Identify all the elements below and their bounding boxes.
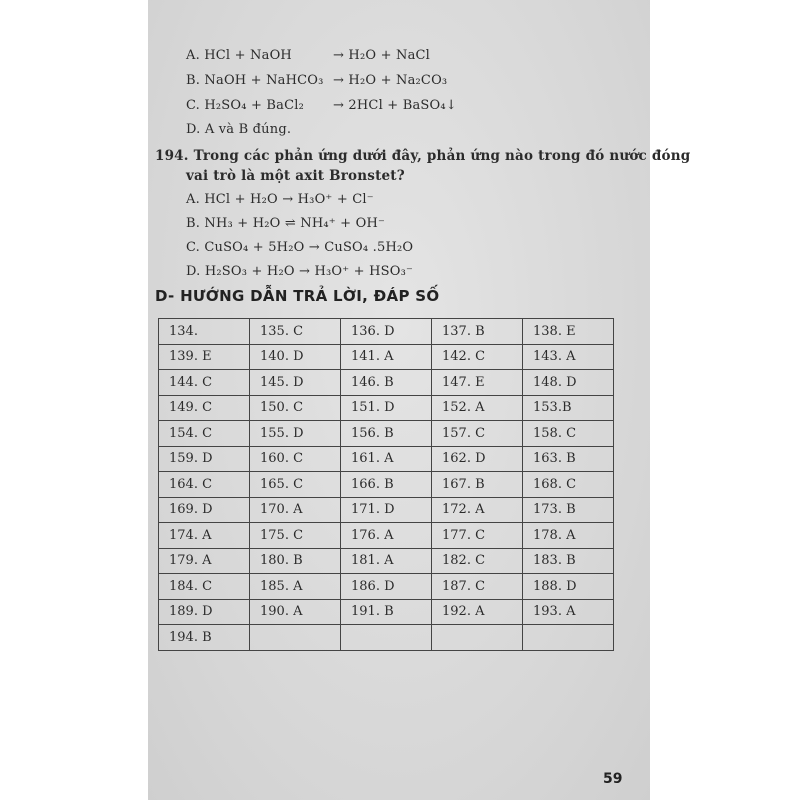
answer-cell: 191. B: [341, 599, 432, 625]
answer-cell: 143. A: [523, 344, 614, 370]
q193-c-right: → 2HCl + BaSO₄↓: [333, 98, 457, 113]
answer-cell: 190. A: [250, 599, 341, 625]
table-row: [159, 344, 614, 370]
answer-cell: 154. C: [159, 421, 250, 447]
answer-cell: 171. D: [341, 497, 432, 523]
q193-b-left: B. NaOH + NaHCO₃: [186, 73, 324, 88]
q193-a-left: A. HCl + NaOH: [186, 48, 292, 63]
answer-cell: 194. B: [159, 625, 250, 651]
table-row: [159, 446, 614, 472]
answer-cell: [523, 625, 614, 651]
q193-b-right: → H₂O + Na₂CO₃: [333, 73, 448, 88]
table-row: [159, 319, 614, 345]
answer-cell: 148. D: [523, 370, 614, 396]
answer-cell: 159. D: [159, 446, 250, 472]
table-row: [159, 421, 614, 447]
answer-cell: 182. C: [432, 548, 523, 574]
q194-option-d: D. H₂SO₃ + H₂O → H₃O⁺ + HSO₃⁻: [186, 264, 414, 279]
q194-option-c: C. CuSO₄ + 5H₂O → CuSO₄ .5H₂O: [186, 240, 414, 255]
page-number: 59: [603, 771, 623, 787]
answer-cell: 152. A: [432, 395, 523, 421]
answer-cell: 158. C: [523, 421, 614, 447]
answer-cell: 164. C: [159, 472, 250, 498]
section-heading: D- HƯỚNG DẪN TRẢ LỜI, ĐÁP SỐ: [155, 287, 440, 305]
q193-option-b-products: [333, 73, 447, 88]
answer-cell: 175. C: [250, 523, 341, 549]
answer-cell: 146. B: [341, 370, 432, 396]
answer-cell: 150. C: [250, 395, 341, 421]
answer-cell: 183. B: [523, 548, 614, 574]
q193-c-left: C. H₂SO₄ + BaCl₂: [186, 98, 305, 113]
answer-cell: 153.B: [523, 395, 614, 421]
answer-cell: 174. A: [159, 523, 250, 549]
answer-cell: 172. A: [432, 497, 523, 523]
answer-cell: 165. C: [250, 472, 341, 498]
table-row: [159, 523, 614, 549]
answer-cell: [432, 625, 523, 651]
answer-cell: 192. A: [432, 599, 523, 625]
answer-cell: 181. A: [341, 548, 432, 574]
answer-cell: 139. E: [159, 344, 250, 370]
answer-cell: 144. C: [159, 370, 250, 396]
answer-cell: 163. B: [523, 446, 614, 472]
answer-cell: 170. A: [250, 497, 341, 523]
answer-cell: 189. D: [159, 599, 250, 625]
answer-cell: 185. A: [250, 574, 341, 600]
answer-cell: 168. C: [523, 472, 614, 498]
table-row: [159, 574, 614, 600]
q194-stem-line2: vai trò là một axit Bronstet?: [186, 168, 405, 184]
answer-cell: 188. D: [523, 574, 614, 600]
q193-a-right: → H₂O + NaCl: [333, 48, 431, 63]
answer-cell: 142. C: [432, 344, 523, 370]
table-row: [159, 625, 614, 651]
answer-cell: 160. C: [250, 446, 341, 472]
answer-cell: 155. D: [250, 421, 341, 447]
answer-cell: 161. A: [341, 446, 432, 472]
answer-cell: 134.: [159, 319, 250, 345]
table-row: [159, 599, 614, 625]
answer-cell: 156. B: [341, 421, 432, 447]
answer-cell: 193. A: [523, 599, 614, 625]
answer-cell: 138. E: [523, 319, 614, 345]
answer-cell: 162. D: [432, 446, 523, 472]
answer-cell: 147. E: [432, 370, 523, 396]
answer-cell: 136. D: [341, 319, 432, 345]
q193-option-d: D. A và B đúng.: [186, 122, 292, 137]
answer-cell: 173. B: [523, 497, 614, 523]
answer-cell: 149. C: [159, 395, 250, 421]
answer-cell: 187. C: [432, 574, 523, 600]
table-row: [159, 472, 614, 498]
answer-cell: 178. A: [523, 523, 614, 549]
q193-option-a-products: [333, 48, 430, 63]
answer-cell: 140. D: [250, 344, 341, 370]
q194-option-b: B. NH₃ + H₂O ⇌ NH₄⁺ + OH⁻: [186, 216, 386, 231]
answer-cell: [250, 625, 341, 651]
q193-option-a: [186, 48, 292, 63]
table-row: [159, 395, 614, 421]
answer-cell: [341, 625, 432, 651]
answer-cell: 166. B: [341, 472, 432, 498]
answer-cell: 169. D: [159, 497, 250, 523]
answer-cell: 137. B: [432, 319, 523, 345]
answer-cell: 184. C: [159, 574, 250, 600]
q193-option-c-products: [333, 98, 457, 113]
table-row: [159, 370, 614, 396]
answer-cell: 167. B: [432, 472, 523, 498]
answer-cell: 135. C: [250, 319, 341, 345]
table-row: [159, 548, 614, 574]
answer-cell: 141. A: [341, 344, 432, 370]
table-row: [159, 497, 614, 523]
answer-cell: 145. D: [250, 370, 341, 396]
q193-option-c: [186, 98, 304, 113]
answer-cell: 177. C: [432, 523, 523, 549]
q193-option-b: [186, 73, 324, 88]
answer-cell: 157. C: [432, 421, 523, 447]
q194-stem-line1: 194. Trong các phản ứng dưới đây, phản ứng nào trong đó nước đóng: [155, 148, 691, 164]
answer-cell: 151. D: [341, 395, 432, 421]
q194-option-a: A. HCl + H₂O → H₃O⁺ + Cl⁻: [186, 192, 374, 207]
answer-cell: 176. A: [341, 523, 432, 549]
answer-cell: 186. D: [341, 574, 432, 600]
answer-cell: 179. A: [159, 548, 250, 574]
answer-cell: 180. B: [250, 548, 341, 574]
answer-table: [158, 318, 614, 651]
